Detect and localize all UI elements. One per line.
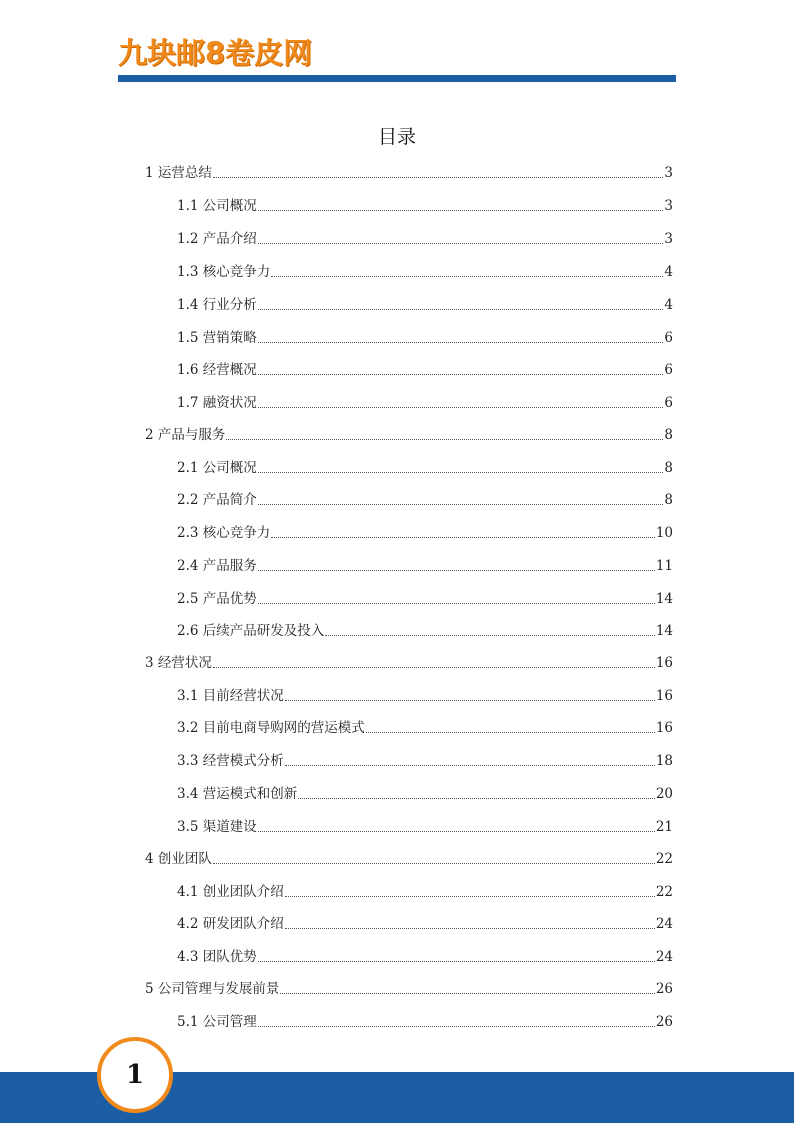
- toc-leader-dots: [366, 731, 655, 733]
- toc-entry-page: 16: [655, 720, 673, 736]
- toc-entry[interactable]: [177, 521, 673, 541]
- toc-entry-label: 1.4 行业分析: [177, 297, 257, 313]
- toc-entry-page: 20: [655, 786, 673, 802]
- toc-entry-page: 6: [664, 330, 673, 346]
- toc-entry-page: 18: [655, 753, 673, 769]
- toc-entry[interactable]: [177, 587, 673, 607]
- toc-entry-label: 3 经营状况: [145, 655, 212, 671]
- toc-entry-label: 1.1 公司概况: [177, 198, 257, 214]
- header-divider: [118, 75, 676, 82]
- toc-entry-page: 8: [664, 427, 673, 443]
- toc-entry[interactable]: [177, 749, 673, 769]
- toc-entry[interactable]: [177, 782, 673, 802]
- toc-entry-page: 4: [664, 264, 673, 280]
- toc-leader-dots: [258, 503, 664, 505]
- toc-entry-page: 24: [655, 916, 673, 932]
- toc-entry[interactable]: [177, 815, 673, 835]
- toc-leader-dots: [213, 176, 664, 178]
- toc-leader-dots: [325, 634, 655, 636]
- toc-title: 目录: [377, 126, 416, 148]
- toc-entry[interactable]: [177, 227, 673, 247]
- toc-leader-dots: [258, 471, 664, 473]
- toc-leader-dots: [285, 895, 655, 897]
- toc-leader-dots: [213, 666, 655, 668]
- toc-entry-label: 4.3 团队优势: [177, 949, 257, 965]
- toc-entry[interactable]: [145, 847, 673, 867]
- toc-entry[interactable]: [145, 977, 673, 997]
- toc-leader-dots: [258, 406, 664, 408]
- toc-entry-page: 21: [655, 819, 673, 835]
- toc-entry[interactable]: [177, 194, 673, 214]
- toc-entry-label: 2.5 产品优势: [177, 591, 257, 607]
- toc-leader-dots: [258, 209, 664, 211]
- toc-entry[interactable]: [145, 423, 673, 443]
- toc-entry-label: 2.2 产品简介: [177, 492, 257, 508]
- toc-entry[interactable]: [177, 488, 673, 508]
- toc-leader-dots: [280, 992, 654, 994]
- toc-entry-page: 3: [664, 165, 673, 181]
- toc-entry-page: 6: [664, 395, 673, 411]
- toc-entry-label: 3.2 目前电商导购网的营运模式: [177, 720, 365, 736]
- toc-leader-dots: [285, 764, 655, 766]
- toc-entry-page: 11: [655, 558, 673, 574]
- toc-leader-dots: [226, 438, 663, 440]
- toc-entry-label: 2.3 核心竞争力: [177, 525, 271, 541]
- toc-leader-dots: [298, 797, 655, 799]
- toc-entry-page: 26: [655, 1014, 673, 1030]
- toc-entry[interactable]: [177, 391, 673, 411]
- toc-entry-label: 2.6 后续产品研发及投入: [177, 623, 325, 639]
- toc-leader-dots: [258, 242, 664, 244]
- toc-entry-label: 1.5 营销策略: [177, 330, 257, 346]
- toc-entry-page: 8: [664, 460, 673, 476]
- toc-entry-page: 10: [655, 525, 673, 541]
- toc-entry-label: 3.4 营运模式和创新: [177, 786, 298, 802]
- toc-entry[interactable]: [145, 161, 673, 181]
- toc-entry[interactable]: [177, 880, 673, 900]
- toc-leader-dots: [258, 830, 655, 832]
- toc-entry-label: 3.5 渠道建设: [177, 819, 257, 835]
- toc-leader-dots: [258, 341, 664, 343]
- toc-entry[interactable]: [177, 554, 673, 574]
- toc-entry[interactable]: [177, 912, 673, 932]
- toc-entry[interactable]: [177, 1010, 673, 1030]
- toc-entry-label: 5.1 公司管理: [177, 1014, 257, 1030]
- toc-entry-page: 3: [664, 231, 673, 247]
- toc-entry-page: 14: [655, 623, 673, 639]
- toc-entry-label: 2 产品与服务: [145, 427, 226, 443]
- toc-entry[interactable]: [177, 619, 673, 639]
- toc-leader-dots: [271, 536, 655, 538]
- toc-leader-dots: [258, 308, 664, 310]
- toc-leader-dots: [258, 1025, 655, 1027]
- toc-entry-label: 4.2 研发团队介绍: [177, 916, 284, 932]
- toc-entry-label: 4.1 创业团队介绍: [177, 884, 284, 900]
- toc-entry-label: 1.7 融资状况: [177, 395, 257, 411]
- toc-leader-dots: [213, 862, 655, 864]
- toc-entry-page: 4: [664, 297, 673, 313]
- toc-entry-label: 2.4 产品服务: [177, 558, 257, 574]
- toc-entry-page: 26: [655, 981, 673, 997]
- toc-entry-page: 24: [655, 949, 673, 965]
- toc-entry-label: 1.3 核心竞争力: [177, 264, 271, 280]
- toc-entry-page: 22: [655, 851, 673, 867]
- page-number: 1: [125, 1060, 145, 1090]
- toc-entry-page: 14: [655, 591, 673, 607]
- toc-leader-dots: [258, 569, 655, 571]
- toc-entry-page: 6: [664, 362, 673, 378]
- toc-leader-dots: [258, 960, 655, 962]
- toc-entry-label: 1.6 经营概况: [177, 362, 257, 378]
- toc-entry[interactable]: [177, 684, 673, 704]
- toc-entry[interactable]: [145, 651, 673, 671]
- toc-entry-page: 8: [664, 492, 673, 508]
- toc-entry-label: 2.1 公司概况: [177, 460, 257, 476]
- toc-entry-page: 3: [664, 198, 673, 214]
- toc-leader-dots: [271, 275, 663, 277]
- toc-entry[interactable]: [177, 456, 673, 476]
- toc-entry-label: 3.1 目前经营状况: [177, 688, 284, 704]
- toc-leader-dots: [258, 602, 655, 604]
- toc-entry-label: 5 公司管理与发展前景: [145, 981, 280, 997]
- toc-leader-dots: [258, 373, 664, 375]
- toc-entry-label: 4 创业团队: [145, 851, 212, 867]
- page-number-badge: [97, 1037, 173, 1113]
- toc-entry[interactable]: [177, 326, 673, 346]
- toc-entry[interactable]: [177, 293, 673, 313]
- toc-leader-dots: [285, 927, 655, 929]
- toc-entry-page: 16: [655, 688, 673, 704]
- toc-leader-dots: [285, 699, 655, 701]
- toc-entry[interactable]: [177, 260, 673, 280]
- toc-entry[interactable]: [177, 945, 673, 965]
- toc-entry-page: 16: [655, 655, 673, 671]
- site-logo: 九块邮8卷皮网: [118, 36, 313, 70]
- toc-entry-label: 3.3 经营模式分析: [177, 753, 284, 769]
- toc-entry[interactable]: [177, 716, 673, 736]
- toc-entry-label: 1 运营总结: [145, 165, 212, 181]
- toc-entry[interactable]: [177, 358, 673, 378]
- toc-entry-page: 22: [655, 884, 673, 900]
- toc-entry-label: 1.2 产品介绍: [177, 231, 257, 247]
